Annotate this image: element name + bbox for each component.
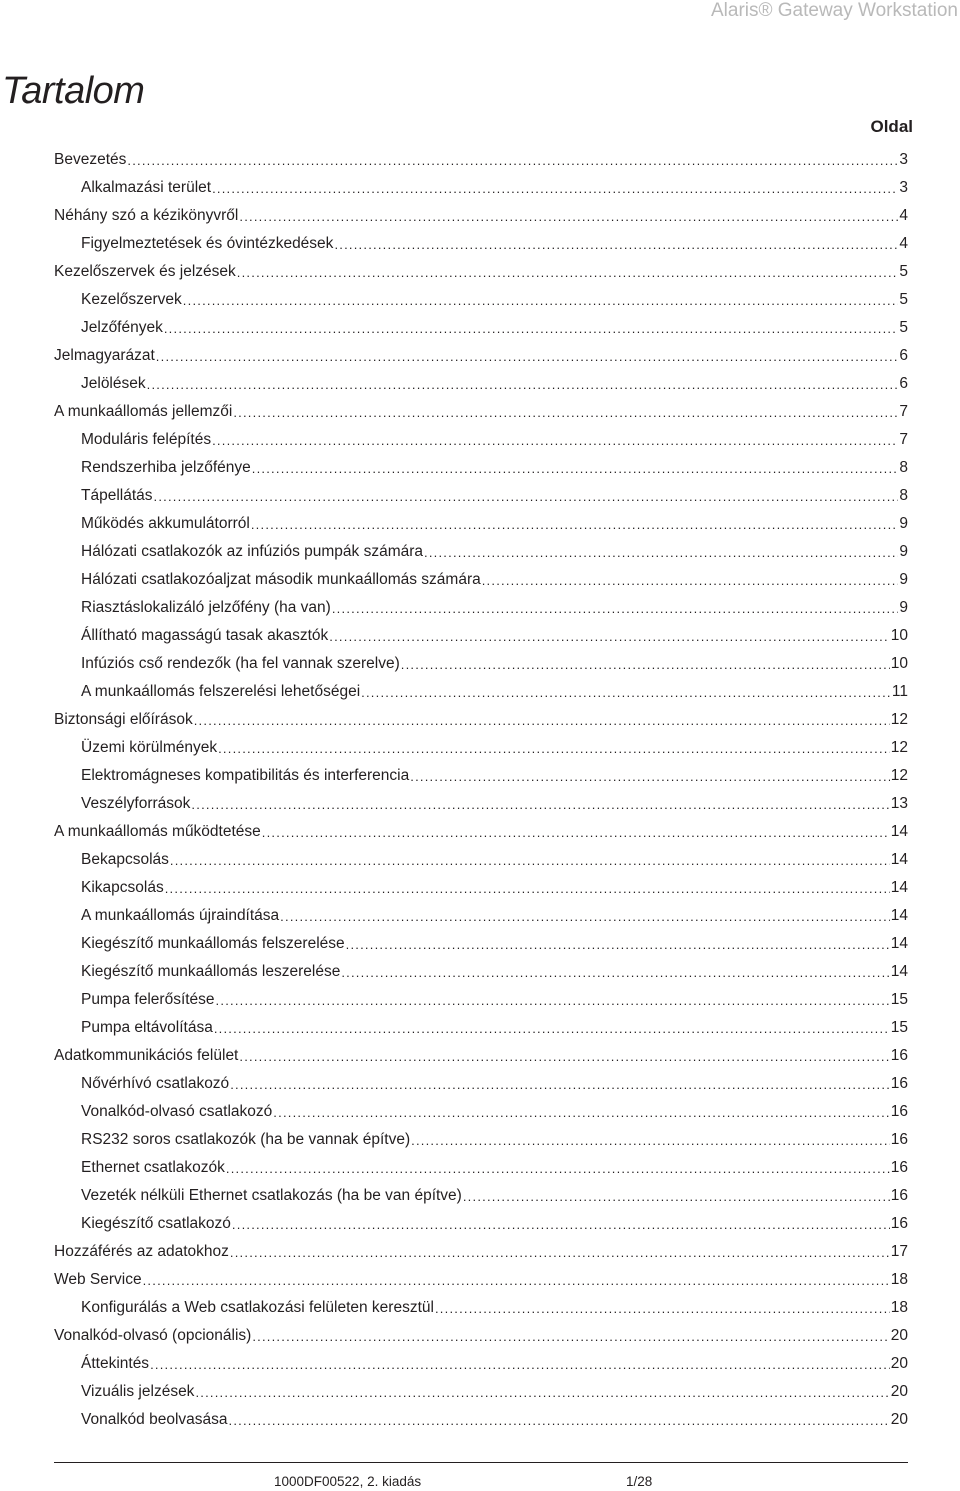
toc-entry-title: RS232 soros csatlakozók (ha be vannak építve)	[81, 1131, 411, 1148]
dot-leader	[154, 489, 899, 504]
dot-leader	[143, 1273, 890, 1288]
toc-entry-page-number: 3	[899, 179, 908, 196]
dot-leader	[233, 405, 898, 420]
dot-leader	[252, 461, 899, 476]
toc-entry-page-number: 16	[890, 1215, 908, 1232]
page-column-heading: Oldal	[870, 117, 913, 136]
dot-leader	[251, 517, 899, 532]
toc-entry-title: Hozzáférés az adatokhoz	[54, 1243, 229, 1260]
toc-entry-title: Web Service	[54, 1271, 142, 1288]
toc-entry[interactable]	[54, 1378, 908, 1406]
toc-entry[interactable]	[54, 706, 908, 734]
toc-entry-title: Állítható magasságú tasak akasztók	[81, 627, 329, 644]
toc-entry-title: A munkaállomás működtetése	[54, 823, 261, 840]
toc-entry-title: Nővérhívó csatlakozó	[81, 1075, 230, 1092]
toc-entry-page-number: 5	[899, 263, 908, 280]
dot-leader	[239, 209, 898, 224]
toc-entry-page-number: 4	[899, 207, 908, 224]
toc-entry-page-number: 16	[890, 1159, 908, 1176]
toc-entry[interactable]	[54, 1322, 908, 1350]
toc-entry[interactable]	[54, 370, 908, 398]
toc-entry-title: Jelmagyarázat	[54, 347, 155, 364]
dot-leader	[252, 1329, 889, 1344]
toc-entry[interactable]	[54, 1182, 908, 1210]
toc-entry[interactable]	[54, 650, 908, 678]
dot-leader	[226, 1161, 890, 1176]
dot-leader	[329, 629, 889, 644]
toc-entry-title: Alkalmazási terület	[81, 179, 212, 196]
dot-leader	[214, 1021, 890, 1036]
toc-entry-page-number: 3	[899, 151, 908, 168]
dot-leader	[183, 293, 899, 308]
dot-leader	[191, 797, 889, 812]
toc-entry[interactable]	[54, 482, 908, 510]
footer-divider	[54, 1462, 908, 1463]
toc-entry[interactable]	[54, 762, 908, 790]
toc-entry-title: Üzemi körülmények	[81, 739, 218, 756]
toc-entry[interactable]	[54, 1350, 908, 1378]
toc-entry[interactable]	[54, 790, 908, 818]
dot-leader	[212, 433, 898, 448]
toc-entry-page-number: 16	[890, 1187, 908, 1204]
toc-entry-title: Kiegészítő munkaállomás leszerelése	[81, 963, 341, 980]
dot-leader	[239, 1049, 889, 1064]
toc-entry-page-number: 20	[890, 1327, 908, 1344]
toc-entry[interactable]	[54, 678, 908, 706]
toc-entry[interactable]	[54, 1014, 908, 1042]
toc-entry[interactable]	[54, 1042, 908, 1070]
toc-entry-title: Adatkommunikációs felület	[54, 1047, 239, 1064]
toc-entry[interactable]	[54, 454, 908, 482]
toc-entry-title: Kikapcsolás	[81, 879, 164, 896]
dot-leader	[424, 545, 898, 560]
toc-entry-page-number: 16	[890, 1047, 908, 1064]
toc-entry[interactable]	[54, 1266, 908, 1294]
toc-entry[interactable]	[54, 1238, 908, 1266]
toc-entry-title: Veszélyforrások	[81, 795, 191, 812]
toc-entry[interactable]	[54, 622, 908, 650]
dot-leader	[212, 181, 898, 196]
footer-page-counter: 1/28	[626, 1474, 653, 1489]
toc-entry-page-number: 14	[890, 879, 908, 896]
toc-entry-page-number: 15	[890, 1019, 908, 1036]
toc-entry-page-number: 20	[890, 1355, 908, 1372]
toc-entry-title: Bevezetés	[54, 151, 127, 168]
toc-entry-title: Kiegészítő munkaállomás felszerelése	[81, 935, 345, 952]
dot-leader	[156, 349, 899, 364]
toc-entry-title: Kezelőszervek és jelzések	[54, 263, 236, 280]
toc-entry-page-number: 6	[899, 347, 908, 364]
toc-entry-page-number: 16	[890, 1075, 908, 1092]
toc-entry-page-number: 7	[899, 431, 908, 448]
toc-entry-page-number: 10	[890, 655, 908, 672]
dot-leader	[262, 825, 890, 840]
toc-entry-title: A munkaállomás felszerelési lehetőségei	[81, 683, 361, 700]
dot-leader	[229, 1413, 890, 1428]
toc-entry[interactable]	[54, 734, 908, 762]
toc-entry-title: Konfigurálás a Web csatlakozási felületen keresztül	[81, 1299, 434, 1316]
header-product-title: Alaris® Gateway Workstation	[710, 0, 958, 21]
footer-document-number: 1000DF00522, 2. kiadás	[274, 1474, 422, 1489]
toc-entry-title: Áttekintés	[81, 1355, 150, 1372]
toc-entry-page-number: 11	[891, 683, 908, 700]
toc-entry-title: Jelölések	[81, 375, 146, 392]
toc-entry-page-number: 12	[890, 739, 908, 756]
dot-leader	[332, 601, 899, 616]
dot-leader	[147, 377, 899, 392]
toc-entry[interactable]	[54, 594, 908, 622]
toc-entry-page-number: 17	[890, 1243, 908, 1260]
dot-leader	[170, 853, 890, 868]
toc-entry[interactable]	[54, 1070, 908, 1098]
toc-entry[interactable]	[54, 342, 908, 370]
toc-entry-title: Vonalkód-olvasó (opcionális)	[54, 1327, 252, 1344]
toc-entry-page-number: 9	[899, 515, 908, 532]
toc-entry-page-number: 16	[890, 1131, 908, 1148]
toc-entry[interactable]	[54, 398, 908, 426]
toc-entry[interactable]	[54, 1098, 908, 1126]
toc-entry-title: Kiegészítő csatlakozó	[81, 1215, 231, 1232]
toc-entry-title: Hálózati csatlakozók az infúziós pumpák számára	[81, 543, 424, 560]
toc-entry-page-number: 9	[899, 599, 908, 616]
toc-entry-title: Rendszerhiba jelzőfénye	[81, 459, 251, 476]
dot-leader	[463, 1189, 890, 1204]
toc-entry-page-number: 14	[890, 963, 908, 980]
toc-entry[interactable]	[54, 1154, 908, 1182]
toc-entry[interactable]	[54, 566, 908, 594]
dot-leader	[230, 1245, 890, 1260]
dot-leader	[280, 909, 890, 924]
toc-entry[interactable]	[54, 202, 908, 230]
dot-leader	[165, 881, 890, 896]
toc-entry-page-number: 5	[899, 291, 908, 308]
toc-entry-page-number: 14	[890, 851, 908, 868]
toc-entry-page-number: 15	[890, 991, 908, 1008]
toc-entry[interactable]	[54, 1126, 908, 1154]
toc-entry[interactable]	[54, 958, 908, 986]
toc-entry-title: Kezelőszervek	[81, 291, 182, 308]
toc-entry-page-number: 14	[890, 935, 908, 952]
dot-leader	[361, 685, 891, 700]
toc-entry-title: Moduláris felépítés	[81, 431, 212, 448]
toc-entry-page-number: 18	[890, 1299, 908, 1316]
toc-entry-page-number: 10	[890, 627, 908, 644]
table-of-contents	[54, 146, 908, 1434]
toc-entry-page-number: 20	[890, 1411, 908, 1428]
toc-entry[interactable]	[54, 818, 908, 846]
toc-entry-title: Hálózati csatlakozóaljzat második munkaállomás számára	[81, 571, 481, 588]
toc-entry[interactable]	[54, 314, 908, 342]
toc-entry-title: Vonalkód beolvasása	[81, 1411, 228, 1428]
toc-entry-title: Pumpa felerősítése	[81, 991, 215, 1008]
toc-entry-page-number: 8	[899, 487, 908, 504]
dot-leader	[194, 713, 890, 728]
toc-entry[interactable]	[54, 902, 908, 930]
toc-entry-title: Pumpa eltávolítása	[81, 1019, 213, 1036]
dot-leader	[237, 265, 899, 280]
toc-entry-page-number: 16	[890, 1103, 908, 1120]
toc-entry-title: Figyelmeztetések és óvintézkedések	[81, 235, 334, 252]
toc-entry-title: Elektromágneses kompatibilitás és interferencia	[81, 767, 410, 784]
dot-leader	[334, 237, 898, 252]
toc-entry-title: Vezeték nélküli Ethernet csatlakozás (ha be van építve)	[81, 1187, 462, 1204]
toc-entry-title: Vonalkód-olvasó csatlakozó	[81, 1103, 273, 1120]
toc-entry[interactable]	[54, 538, 908, 566]
dot-leader	[150, 1357, 890, 1372]
dot-leader	[164, 321, 899, 336]
toc-entry[interactable]	[54, 1294, 908, 1322]
toc-entry[interactable]	[54, 230, 908, 258]
dot-leader	[411, 1133, 890, 1148]
dot-leader	[216, 993, 890, 1008]
toc-entry-page-number: 14	[890, 823, 908, 840]
toc-entry-title: Infúziós cső rendezők (ha fel vannak szerelve)	[81, 655, 400, 672]
dot-leader	[401, 657, 890, 672]
dot-leader	[273, 1105, 889, 1120]
toc-entry-page-number: 18	[890, 1271, 908, 1288]
toc-entry-page-number: 5	[899, 319, 908, 336]
toc-entry-title: A munkaállomás jellemzői	[54, 403, 233, 420]
toc-entry-page-number: 7	[899, 403, 908, 420]
toc-entry[interactable]	[54, 146, 908, 174]
dot-leader	[346, 937, 890, 952]
dot-leader	[232, 1217, 890, 1232]
dot-leader	[341, 965, 889, 980]
toc-entry-title: Riasztáslokalizáló jelzőfény (ha van)	[81, 599, 331, 616]
toc-entry-page-number: 20	[890, 1383, 908, 1400]
toc-entry-title: Jelzőfények	[81, 319, 163, 336]
dot-leader	[127, 153, 898, 168]
toc-entry[interactable]	[54, 930, 908, 958]
toc-entry[interactable]	[54, 258, 908, 286]
toc-entry[interactable]	[54, 1406, 908, 1434]
toc-entry-title: A munkaállomás újraindítása	[81, 907, 280, 924]
toc-entry-page-number: 12	[890, 767, 908, 784]
page-title: Tartalom	[2, 70, 145, 112]
toc-entry-title: Biztonsági előírások	[54, 711, 193, 728]
toc-entry-page-number: 6	[899, 375, 908, 392]
dot-leader	[230, 1077, 890, 1092]
toc-entry-page-number: 12	[890, 711, 908, 728]
toc-entry[interactable]	[54, 1210, 908, 1238]
toc-entry-page-number: 9	[899, 543, 908, 560]
dot-leader	[218, 741, 890, 756]
toc-entry[interactable]	[54, 874, 908, 902]
toc-entry-title: Bekapcsolás	[81, 851, 169, 868]
toc-entry[interactable]	[54, 510, 908, 538]
toc-entry[interactable]	[54, 846, 908, 874]
toc-entry-title: Ethernet csatlakozók	[81, 1159, 225, 1176]
toc-entry[interactable]	[54, 426, 908, 454]
toc-entry[interactable]	[54, 286, 908, 314]
toc-entry[interactable]	[54, 986, 908, 1014]
toc-entry-page-number: 13	[890, 795, 908, 812]
toc-entry-page-number: 9	[899, 571, 908, 588]
dot-leader	[435, 1301, 890, 1316]
toc-entry-page-number: 4	[899, 235, 908, 252]
toc-entry-page-number: 8	[899, 459, 908, 476]
toc-entry-title: Néhány szó a kézikönyvről	[54, 207, 239, 224]
dot-leader	[482, 573, 899, 588]
dot-leader	[410, 769, 890, 784]
toc-entry[interactable]	[54, 174, 908, 202]
toc-entry-title: Vizuális jelzések	[81, 1383, 195, 1400]
dot-leader	[195, 1385, 889, 1400]
toc-entry-page-number: 14	[890, 907, 908, 924]
toc-entry-title: Működés akkumulátorról	[81, 515, 250, 532]
toc-entry-title: Tápellátás	[81, 487, 153, 504]
